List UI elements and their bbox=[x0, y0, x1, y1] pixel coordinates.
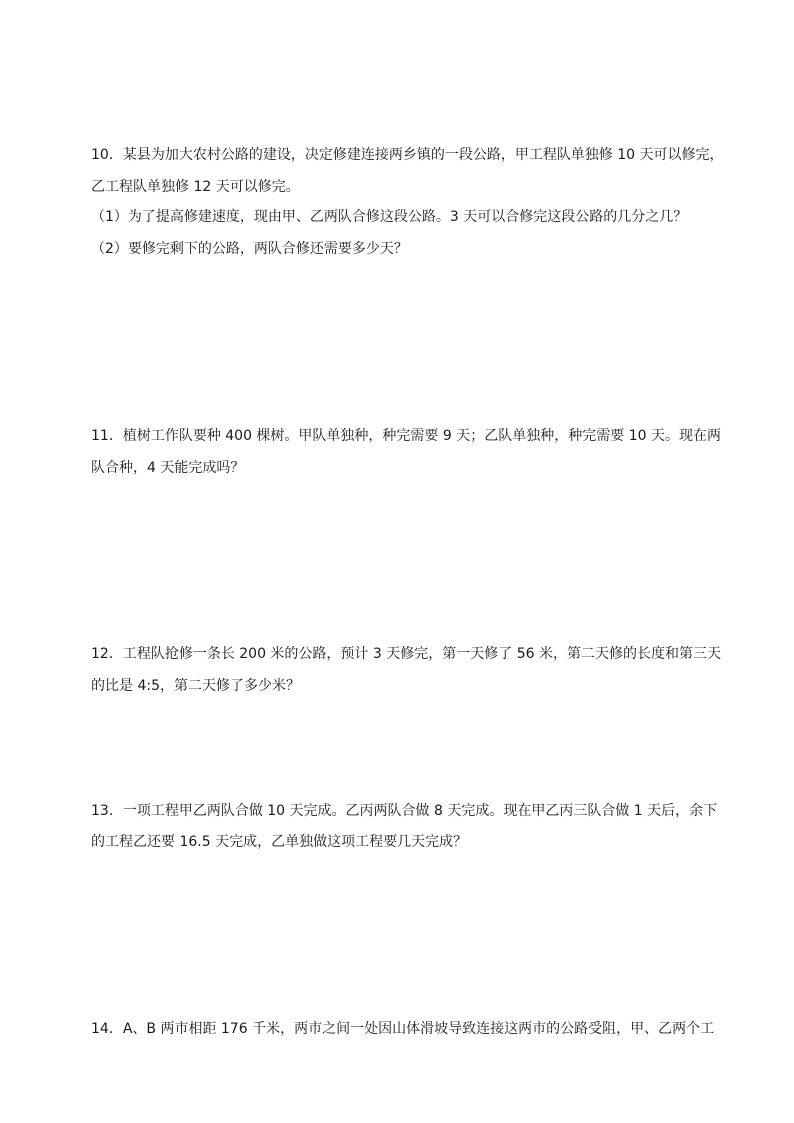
question-11-line-1: 11．植树工作队要种 400 棵树。甲队单独种，种完需要 9 天；乙队单独种，种完需要 10 天。现在两 bbox=[91, 428, 721, 444]
question-10-sub-1: （1）为了提高修建速度，现由甲、乙两队合修这段公路。3 天可以合修完这段公路的几分之几？ bbox=[91, 209, 688, 225]
question-13-line-2: 的工程乙还要 16.5 天完成，乙单独做这项工程要几天完成？ bbox=[91, 834, 468, 850]
question-10-sub-2: （2）要修完剩下的公路，两队合修还需要多少天？ bbox=[91, 241, 408, 257]
question-12-line-2: 的比是 4:5，第二天修了多少米？ bbox=[91, 678, 300, 694]
question-10-line-1: 10．某县为加大农村公路的建设，决定修建连接两乡镇的一段公路，甲工程队单独修 10 天可以修完， bbox=[91, 147, 724, 163]
question-10-line-2: 乙工程队单独修 12 天可以修完。 bbox=[91, 179, 300, 195]
question-13-line-1: 13．一项工程甲乙两队合做 10 天完成。乙丙两队合做 8 天完成。现在甲乙丙三队合做 1 天后，余下 bbox=[91, 803, 718, 819]
question-11-line-2: 队合种，4 天能完成吗？ bbox=[91, 460, 245, 476]
question-12-line-1: 12．工程队抢修一条长 200 米的公路，预计 3 天修完，第一天修了 56 米，第二天修的长度和第三天 bbox=[91, 646, 721, 662]
question-14-line-1: 14．A、B 两市相距 176 千米，两市之间一处因山体滑坡导致连接这两市的公路受阻，甲、乙两个工 bbox=[91, 1021, 715, 1037]
